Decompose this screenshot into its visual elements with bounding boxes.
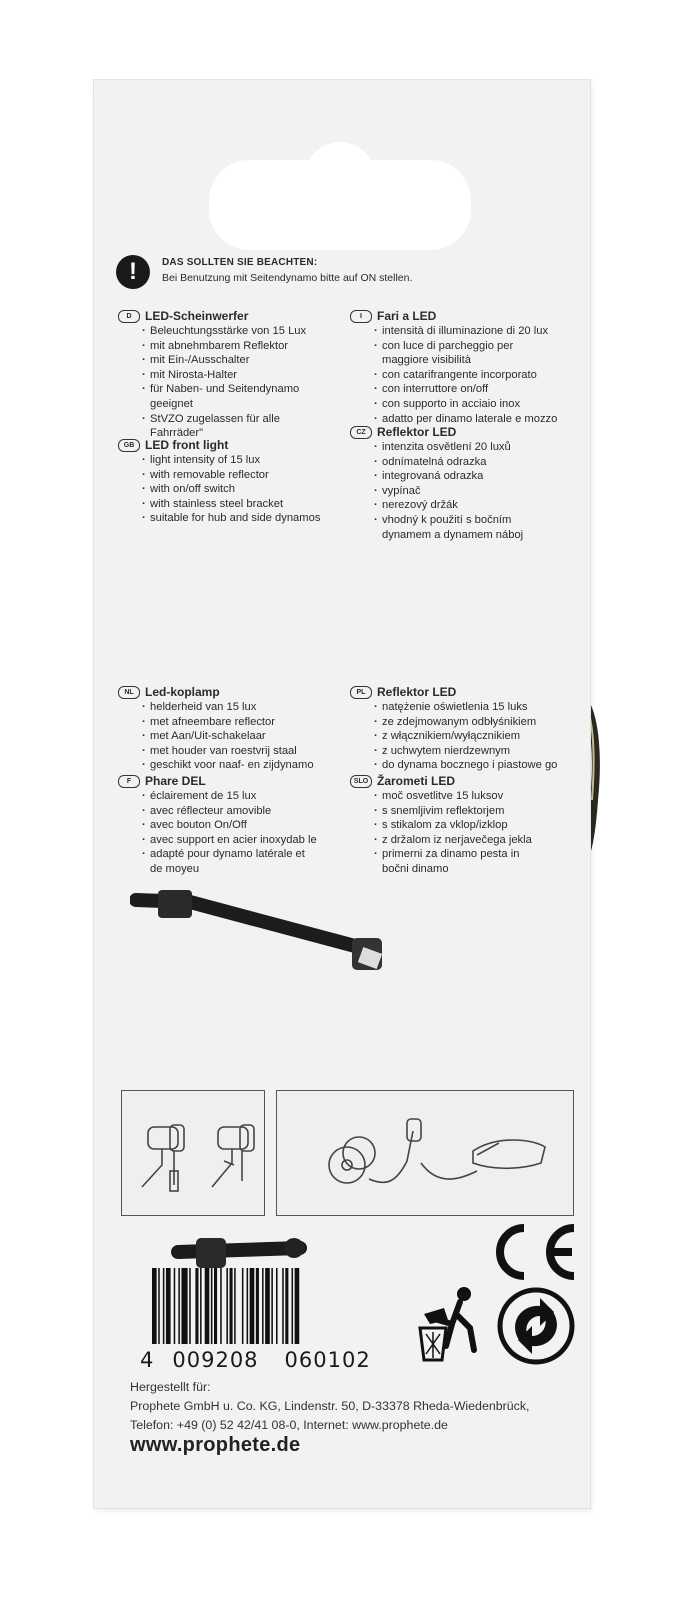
feature-item: · intenzita osvětlení 20 luxů xyxy=(374,440,590,455)
lang-code: PL xyxy=(350,686,372,699)
barcode-bar xyxy=(234,1268,236,1344)
wiring-diagram xyxy=(276,1090,574,1216)
feature-item: · odnímatelná odrazka xyxy=(374,455,590,470)
feature-item: · StVZO zugelassen für alle xyxy=(142,412,358,427)
feature-item: · z uchwytem nierdzewnym xyxy=(374,744,590,759)
feature-item: bočni dinamo xyxy=(382,862,449,875)
feature-item: · avec réflecteur amovible xyxy=(142,804,358,819)
barcode-bar xyxy=(230,1268,233,1344)
lang-block-cz xyxy=(350,425,590,543)
feature-item: · con interruttore on/off xyxy=(374,382,590,397)
lang-title: Reflektor LED xyxy=(377,685,457,699)
packaging-card xyxy=(94,80,590,1508)
feature-item: · suitable for hub and side dynamos xyxy=(142,511,358,526)
website-url: www.prophete.de xyxy=(130,1434,301,1456)
lang-title: Fari a LED xyxy=(377,309,437,323)
lang-code: F xyxy=(118,775,140,788)
barcode-bar xyxy=(152,1268,157,1344)
feature-item: · integrovaná odrazka xyxy=(374,469,590,484)
barcode-bar xyxy=(178,1268,180,1344)
barcode-group: 009208 xyxy=(172,1348,259,1372)
lang-title: Led-koplamp xyxy=(145,685,220,699)
feature-item: · ze zdejmowanym odbłyśnikiem xyxy=(374,715,590,730)
feature-item: · with removable reflector xyxy=(142,468,358,483)
feature-item: · adapté pour dynamo latérale et xyxy=(142,847,358,862)
feature-item: · met Aan/Uit-schakelaar xyxy=(142,729,358,744)
ce-mark xyxy=(494,1222,584,1282)
barcode-bar xyxy=(214,1268,217,1344)
lang-block-gb xyxy=(118,438,358,527)
exclamation-icon: ! xyxy=(116,255,150,289)
barcode-bar xyxy=(276,1268,278,1344)
barcode-bar xyxy=(158,1268,160,1344)
feature-item: · z držalom iz nerjavečega jekla xyxy=(374,833,590,848)
lang-code: CZ xyxy=(350,426,372,439)
feature-item: · with stainless steel bracket xyxy=(142,497,358,512)
green-dot-icon xyxy=(496,1286,576,1366)
feature-item: · primerni za dinamo pesta in xyxy=(374,847,590,862)
mounting-diagram-left xyxy=(121,1090,265,1216)
barcode-bar xyxy=(295,1268,300,1344)
lang-title: Phare DEL xyxy=(145,774,206,788)
manufacturer-line: Telefon: +49 (0) 52 42/41 08-0, Internet: www.prophete.de xyxy=(130,1418,448,1432)
feature-item: · vhodný k použití s bočním xyxy=(374,513,590,528)
feature-item: · con catarifrangente incorporato xyxy=(374,368,590,383)
feature-item: · natężenie oświetlenia 15 luks xyxy=(374,700,590,715)
manufacturer-line: Hergestellt für: xyxy=(130,1380,211,1394)
barcode-bar xyxy=(211,1268,213,1344)
feature-item: · Beleuchtungsstärke von 15 Lux xyxy=(142,324,358,339)
feature-item: · vypínač xyxy=(374,484,590,499)
barcode-digit: 4 xyxy=(140,1348,155,1372)
barcode-bar xyxy=(247,1268,249,1344)
feature-item: · moč osvetlitve 15 luksov xyxy=(374,789,590,804)
feature-item: · avec bouton On/Off xyxy=(142,818,358,833)
barcode-digits xyxy=(140,1348,390,1372)
feature-item: · z włącznikiem/wyłącznikiem xyxy=(374,729,590,744)
barcode-bar xyxy=(181,1268,187,1344)
barcode-bar xyxy=(163,1268,165,1344)
lang-title: Reflektor LED xyxy=(377,425,457,439)
warning-notice xyxy=(116,255,576,295)
lang-block-de xyxy=(118,309,358,442)
warning-text: Bei Benutzung mit Seitendynamo bitte auf ON stellen. xyxy=(162,272,413,284)
hang-hole xyxy=(209,160,471,250)
feature-item: · mit abnehmbarem Reflektor xyxy=(142,339,358,354)
lang-title: LED-Scheinwerfer xyxy=(145,309,249,323)
lang-code: NL xyxy=(118,686,140,699)
feature-item: · helderheid van 15 lux xyxy=(142,700,358,715)
feature-item: Fahrräder" xyxy=(150,427,204,440)
feature-item: · con supporto in acciaio inox xyxy=(374,397,590,412)
feature-item: · s stikalom za vklop/izklop xyxy=(374,818,590,833)
lang-block-pl xyxy=(350,685,590,774)
barcode-group: 060102 xyxy=(284,1348,371,1372)
feature-item: · con luce di parcheggio per xyxy=(374,339,590,354)
barcode-bar xyxy=(271,1268,273,1344)
feature-item: · met houder van roestvrij staal xyxy=(142,744,358,759)
feature-item: maggiore visibilità xyxy=(382,354,471,367)
feature-item: · light intensity of 15 lux xyxy=(142,453,358,468)
feature-item: · do dynama bocznego i piastowe go xyxy=(374,758,590,773)
barcode-bar xyxy=(166,1268,171,1344)
trash-bin-icon xyxy=(416,1284,486,1364)
feature-item: geeignet xyxy=(150,397,193,410)
feature-item: · éclairement de 15 lux xyxy=(142,789,358,804)
barcode-bar xyxy=(174,1268,176,1344)
mounting-strap xyxy=(130,880,400,980)
warning-title: DAS SOLLTEN SIE BEACHTEN: xyxy=(162,257,318,268)
lang-title: LED front light xyxy=(145,438,229,452)
barcode-bar xyxy=(189,1268,191,1344)
lang-code: GB xyxy=(118,439,140,452)
barcode-bar xyxy=(265,1268,270,1344)
barcode-bar xyxy=(226,1268,228,1344)
lang-title: Žarometi LED xyxy=(377,774,456,788)
feature-item: · intensità di illuminazione di 20 lux xyxy=(374,324,590,339)
feature-item: · with on/off switch xyxy=(142,482,358,497)
barcode-bar xyxy=(256,1268,259,1344)
feature-item: · für Naben- und Seitendynamo xyxy=(142,382,358,397)
feature-item: · nerezový držák xyxy=(374,498,590,513)
lang-block-nl xyxy=(118,685,358,774)
manufacturer-info xyxy=(130,1378,529,1435)
barcode-bar xyxy=(285,1268,288,1344)
feature-item: · avec support en acier inoxydab le xyxy=(142,833,358,848)
barcode-bar xyxy=(282,1268,284,1344)
barcode-bar xyxy=(242,1268,244,1344)
barcode-bar xyxy=(205,1268,210,1344)
lang-block-slo xyxy=(350,774,590,878)
barcode-bar xyxy=(220,1268,222,1344)
lang-block-fr xyxy=(118,774,358,878)
lang-code: SLO xyxy=(350,775,372,788)
feature-item: · met afneembare reflector xyxy=(142,715,358,730)
barcode-bar xyxy=(195,1268,198,1344)
feature-item: · s snemljivim reflektorjem xyxy=(374,804,590,819)
barcode xyxy=(140,1268,388,1374)
barcode-bar xyxy=(250,1268,255,1344)
lang-block-it xyxy=(350,309,590,427)
barcode-bar xyxy=(262,1268,264,1344)
lang-code: I xyxy=(350,310,372,323)
feature-item: · adatto per dinamo laterale e mozzo xyxy=(374,412,590,427)
manufacturer-line: Prophete GmbH u. Co. KG, Lindenstr. 50, D-33378 Rheda-Wiedenbrück, xyxy=(130,1399,530,1413)
barcode-bar xyxy=(200,1268,202,1344)
feature-item: dynamem a dynamem náboj xyxy=(382,528,524,541)
feature-item: de moyeu xyxy=(150,862,200,875)
feature-item: · geschikt voor naaf- en zijdynamo xyxy=(142,758,358,773)
lang-code: D xyxy=(118,310,140,323)
barcode-bar xyxy=(292,1268,294,1344)
feature-item: · mit Ein-/Ausschalter xyxy=(142,353,358,368)
feature-item: · mit Nirosta-Halter xyxy=(142,368,358,383)
